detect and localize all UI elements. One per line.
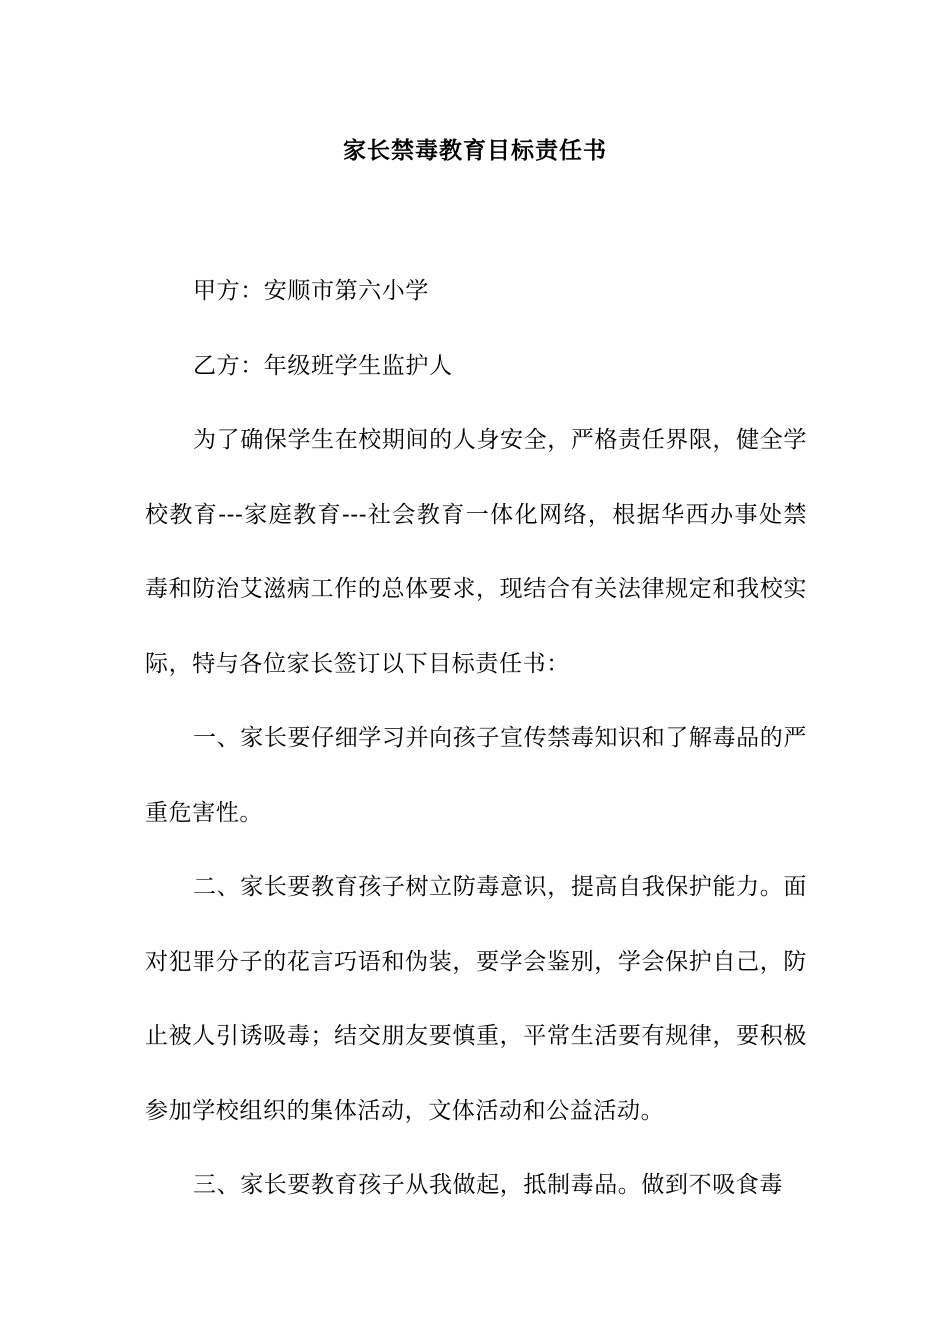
clause-two-paragraph: 二、家长要教育孩子树立防毒意识，提高自我保护能力。面对犯罪分子的花言巧语和伪装，要学会鉴别，学会保护自己，防止被人引诱吸毒；结交朋友要慎重，平常生活要有规律，要积极参加学校组织的集体活动，文体活动和公益活动。 xyxy=(145,874,807,1124)
document-title: 家长禁毒教育目标责任书 xyxy=(343,137,607,164)
party-a-line: 甲方：安顺市第六小学 xyxy=(193,278,429,304)
clause-three-paragraph: 三、家长要教育孩子从我做起，抵制毒品。做到不吸食毒 xyxy=(193,1172,783,1198)
document-body xyxy=(145,254,807,1223)
party-b-line: 乙方：年级班学生监护人 xyxy=(193,352,453,379)
intro-paragraph: 为了确保学生在校期间的人身安全，严格责任界限，健全学校教育---家庭教育---社会教育一体化网络，根据华西办事处禁毒和防治艾滋病工作的总体要求，现结合有关法律规定和我校实际，特与各位家长签订以下目标责任书： xyxy=(145,427,807,677)
clause-one-paragraph: 一、家长要仔细学习并向孩子宣传禁毒知识和了解毒品的严重危害性。 xyxy=(145,725,807,826)
